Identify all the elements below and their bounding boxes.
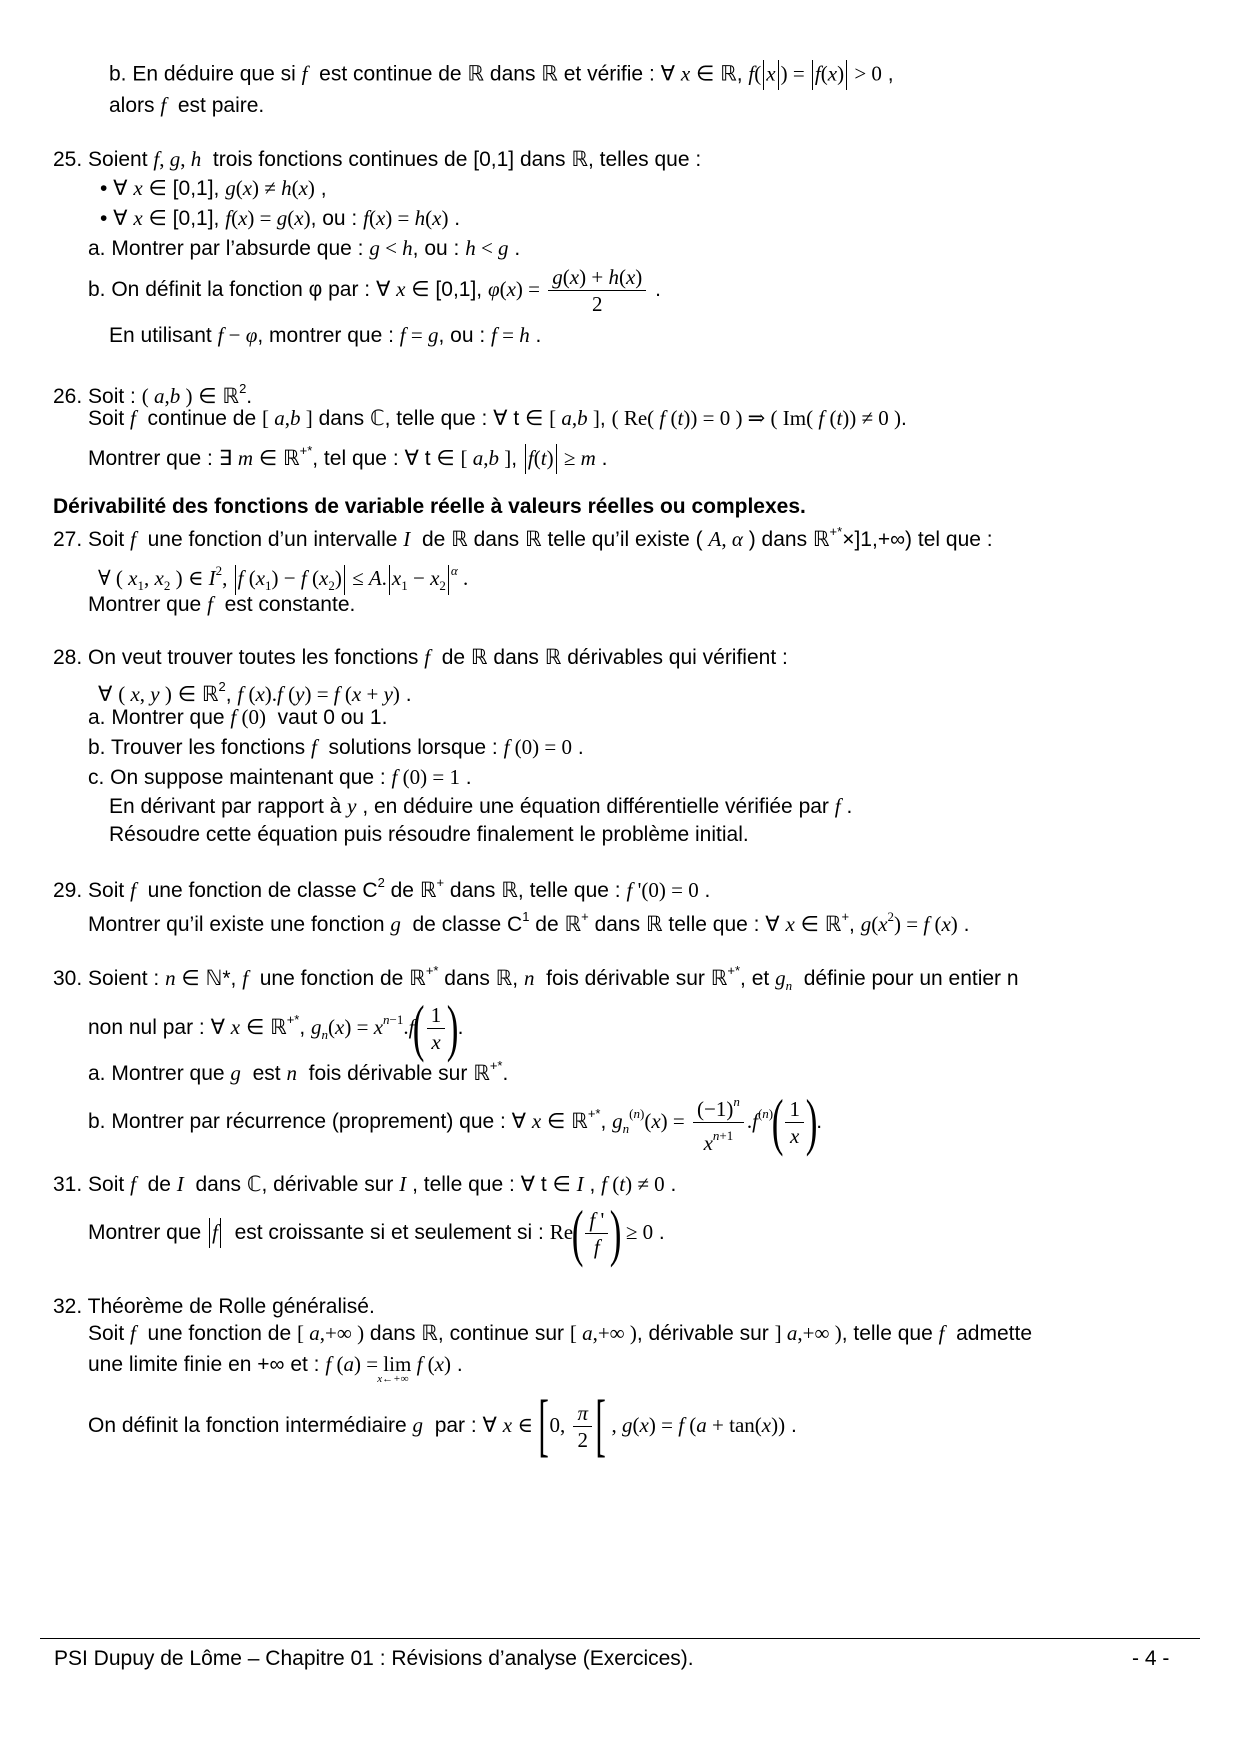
- q30-b: b. Montrer par récurrence (proprement) que : ∀ x ∈ ℝ+*, $g_n^{(n)}(x)$ = $\frac{(-1)^n}{x^{n+1}}$ $.f^{(n)}$( $\frac{1}{x}$ ).: [88, 1086, 823, 1158]
- q25-text: • ∀: [100, 177, 134, 200]
- footer-page-number: - 4 -: [1132, 1647, 1170, 1670]
- q26-line1: 26. Soit : ( a,b ) ∈ ℝ$^2$.: [53, 381, 253, 408]
- q25-b: b. On définit la fonction φ par : ∀ x ∈ [0,1], φ(x) = $\frac{g(x) + h(x)}{2}$ .: [88, 265, 661, 316]
- q28-text: vaut 0 ou 1.: [271, 706, 388, 729]
- q32-text: dans ℝ, continue sur: [364, 1322, 570, 1345]
- q28-line1: 28. On veut trouver toutes les fonctions f de ℝ dans ℝ dérivables qui vérifient :: [53, 645, 788, 669]
- q29-text: 29. Soit: [53, 879, 131, 902]
- q29-text: ∈ ℝ: [794, 913, 842, 936]
- q28-line2: ∀ ( x, y ) ∈ ℝ$^2$, f (x).f (y) = f (x + y) .: [98, 679, 412, 706]
- q29-text: de ℝ: [529, 913, 582, 936]
- q27-text: une fonction d’un intervalle: [141, 528, 404, 551]
- q28-text: solutions lorsque :: [322, 736, 504, 759]
- q31-line1: 31. Soit f de I dans ℂ, dérivable sur I , telle que : ∀ t ∈ I , f (t) ≠ 0 .: [53, 1172, 677, 1196]
- q30-text: non nul par : ∀: [88, 1016, 231, 1039]
- q30-text: 30. Soient :: [53, 967, 166, 990]
- q25-text: 25. Soient: [53, 148, 154, 171]
- q28-text: de ℝ dans ℝ dérivables qui vérifient :: [435, 646, 788, 669]
- q31-line2: Montrer que f est croissante si et seulement si : Re( $\frac{f '}{f}$ ) ≥ 0 .: [88, 1197, 665, 1269]
- q32-line1: 32. Théorème de Rolle généralisé.: [53, 1295, 375, 1318]
- footer-rule: [40, 1638, 1200, 1639]
- q30-text: ∈ ℝ: [541, 1110, 588, 1133]
- q29-line1: 29. Soit f une fonction de classe $C^2$ de ℝ+ dans ℝ, telle que : f '(0) = 0 .: [53, 875, 711, 902]
- q27-text: est constante.: [218, 593, 356, 616]
- q32-line4: On définit la fonction intermédiaire g par : ∀ x ∈ [0, $\frac{\pi}{2}$ [ , g(x) = f (a + tan(x)) .: [88, 1387, 797, 1465]
- q26-text: Soit: [88, 407, 131, 430]
- q28-text: c. On suppose maintenant que :: [88, 766, 392, 789]
- q25-bullet2: • ∀ x ∈ [0,1], f(x) = g(x), ou : f(x) = h(x) .: [100, 206, 461, 230]
- q25-text: ∈ [0,1],: [142, 207, 226, 230]
- q27-text: 27. Soit: [53, 528, 131, 551]
- q28-e: Résoudre cette équation puis résoudre finalement le problème initial.: [109, 823, 749, 846]
- q24b-line1: b. En déduire que si f est continue de ℝ dans ℝ et vérifie : ∀ x ∈ ℝ, f( x ) = f(x) > 0 ,: [109, 60, 894, 90]
- q25-text: En utilisant: [109, 324, 218, 347]
- q24b-text: est continue de ℝ dans ℝ et vérifie : ∀: [313, 62, 681, 86]
- q24b-text: est paire.: [172, 94, 265, 117]
- q32-text: par : ∀: [428, 1414, 503, 1437]
- q27-text: Montrer que: [88, 593, 208, 616]
- q30-text: est: [246, 1062, 287, 1085]
- q28-c: c. On suppose maintenant que : f (0) = 1 .: [88, 765, 472, 789]
- q28-b: b. Trouver les fonctions f solutions lorsque : f (0) = 0 .: [88, 735, 584, 759]
- q26-text: continue de: [141, 407, 262, 430]
- q29-text: dans ℝ telle que : ∀: [588, 913, 786, 936]
- q25-text: b. On définit la fonction φ par : ∀: [88, 278, 397, 302]
- q30-text: a. Montrer que: [88, 1062, 231, 1085]
- q32-text: admette: [950, 1322, 1032, 1345]
- q25-text: , ou :: [412, 237, 466, 260]
- q27-line1: 27. Soit f une fonction d’un intervalle I de ℝ dans ℝ telle qu’il existe ( A, α ) dans ℝ+*×]1,+∞) tel que :: [53, 524, 993, 551]
- q30-text: fois dérivable sur ℝ: [302, 1062, 490, 1085]
- q32-text: , telle que: [841, 1322, 939, 1345]
- q30-text: ∈ ℝ: [240, 1016, 287, 1039]
- q25-using: En utilisant f − φ, montrer que : f = g, ou : f = h .: [109, 323, 542, 347]
- section-title: Dérivabilité des fonctions de variable réelle à valeurs réelles ou complexes.: [53, 495, 806, 518]
- q32-text: , dérivable sur: [636, 1322, 775, 1345]
- q32-text: Soit: [88, 1322, 131, 1345]
- q25-a: a. Montrer par l’absurde que : g < h, ou : h < g .: [88, 236, 521, 260]
- q25-text: trois fonctions continues de [0,1] dans ℝ, telles que :: [207, 148, 702, 171]
- q24b-line2: alors f est paire.: [109, 93, 265, 117]
- q31-text: est croissante si et seulement si :: [228, 1221, 550, 1244]
- q29-line2: Montrer qu’il existe une fonction g de classe $C^1$ de ℝ+ dans ℝ telle que : ∀ x ∈ ℝ+, $g(x^2) = f$ (x) .: [88, 909, 970, 936]
- q29-text: dans ℝ, telle que :: [444, 879, 627, 902]
- q26-text: 26. Soit :: [53, 385, 142, 408]
- q27-text: de ℝ dans ℝ telle qu’il existe (: [416, 528, 709, 551]
- q30-text: b. Montrer par récurrence (proprement) que : ∀: [88, 1110, 532, 1133]
- q31-text: dans ℂ, dérivable sur: [189, 1173, 400, 1196]
- q26-text: ∈ ℝ: [192, 385, 240, 408]
- q29-text: de ℝ: [384, 879, 437, 902]
- q30-a: a. Montrer que g est n fois dérivable sur ℝ+*.: [88, 1058, 509, 1085]
- q31-text: 31. Soit: [53, 1173, 131, 1196]
- q30-text: une fonction de ℝ: [253, 967, 426, 990]
- q30-text: ∈ ℕ*,: [175, 967, 243, 990]
- q29-text: Montrer qu’il existe une fonction: [88, 913, 391, 936]
- q28-text: ∈ ℝ: [171, 683, 219, 706]
- q29-text: de classe C: [406, 913, 523, 936]
- q28-text: a. Montrer que: [88, 706, 231, 729]
- q30-text: , et: [740, 967, 776, 990]
- q27-text: ) dans ℝ: [742, 528, 830, 551]
- q26-text: , tel que : ∀ t ∈: [312, 447, 461, 470]
- q32-text: On définit la fonction intermédiaire: [88, 1414, 413, 1437]
- q30-text: dans ℝ,: [438, 967, 524, 990]
- q32-text: une limite finie en +∞ et :: [88, 1353, 326, 1376]
- q28-a: a. Montrer que f (0) vaut 0 ou 1.: [88, 705, 388, 729]
- q26-text: Montrer que : ∃: [88, 447, 238, 470]
- q31-text: , telle que : ∀ t ∈: [412, 1173, 577, 1196]
- q26-text: ∈ ℝ: [253, 447, 300, 470]
- q31-text: de: [141, 1173, 177, 1196]
- q28-text: 28. On veut trouver toutes les fonctions: [53, 646, 425, 669]
- q25-text: a. Montrer par l’absurde que :: [88, 237, 370, 260]
- q25-text: ∈ [0,1],: [142, 177, 226, 200]
- q31-text: Montrer que: [88, 1221, 208, 1244]
- q30-text: définie pour un entier n: [797, 967, 1019, 990]
- q27-line3: Montrer que f est constante.: [88, 592, 356, 616]
- q32-line3: une limite finie en +∞ et : f (a) = lim x←+∞ f (x) .: [88, 1352, 463, 1385]
- q28-d: En dérivant par rapport à y , en déduire une équation différentielle vérifiée par f .: [109, 794, 853, 818]
- q30-text: fois dérivable sur ℝ: [540, 967, 728, 990]
- q32-line2: Soit f une fonction de [ a,+∞ ) dans ℝ, continue sur [ a,+∞ ), dérivable sur ] a,+∞ ), telle que f admette: [88, 1321, 1032, 1345]
- q28-text: b. Trouver les fonctions: [88, 736, 311, 759]
- footer-left: PSI Dupuy de Lôme – Chapitre 01 : Révisions d’analyse (Exercices).: [54, 1647, 694, 1670]
- q32-text: une fonction de: [141, 1322, 298, 1345]
- q25-intro: 25. Soient f, g, h trois fonctions continues de [0,1] dans ℝ, telles que :: [53, 147, 702, 171]
- q25-text: , montrer que :: [257, 324, 400, 347]
- q25-text: • ∀: [100, 207, 134, 230]
- q29-text: une fonction de classe C: [141, 879, 378, 902]
- q30-line2: non nul par : ∀ x ∈ ℝ+*, $g_n(x) = x^{n-1}.f$( $\frac{1}{x}$ ).: [88, 992, 464, 1064]
- q28-text: En dérivant par rapport à: [109, 795, 348, 818]
- q26-line3: Montrer que : ∃ m ∈ ℝ+*, tel que : ∀ t ∈ [ a,b ], f(t) ≥ m .: [88, 438, 607, 474]
- q26-line2: Soit f continue de [ a,b ] dans ℂ, telle que : ∀ t ∈ [ a,b ], ( Re( f (t)) = 0 ) ⇒ ( Im( f (t)) ≠ 0 ).: [88, 406, 907, 430]
- q27-text: ×]1,+∞) tel que :: [842, 528, 993, 551]
- q25-text: , ou :: [438, 324, 491, 347]
- q28-text: , en déduire une équation différentielle vérifiée par: [362, 795, 835, 818]
- q30-line1: 30. Soient : n ∈ ℕ*, f une fonction de ℝ+* dans ℝ, n fois dérivable sur ℝ+*, et $g_n$ définie pour un entier n: [53, 963, 1019, 993]
- q25-text: , ou :: [310, 207, 364, 230]
- q24b-text: b. En déduire que si: [109, 62, 302, 86]
- q24b-text: alors: [109, 94, 161, 117]
- q27-formula: ∀ ( $x_1$, $x_2$ ) ∈ $I^2$, f $(x_1) - f$ $(x_2) \le A$. $x_1 - x_2^\alpha$ .: [98, 558, 468, 599]
- q28-text: ∀: [98, 683, 119, 706]
- q25-text: ∈ [0,1],: [405, 278, 488, 302]
- q25-bullet1: • ∀ x ∈ [0,1], g(x) ≠ h(x) ,: [100, 176, 327, 200]
- q26-text: dans ℂ, telle que : ∀ t ∈: [312, 407, 550, 430]
